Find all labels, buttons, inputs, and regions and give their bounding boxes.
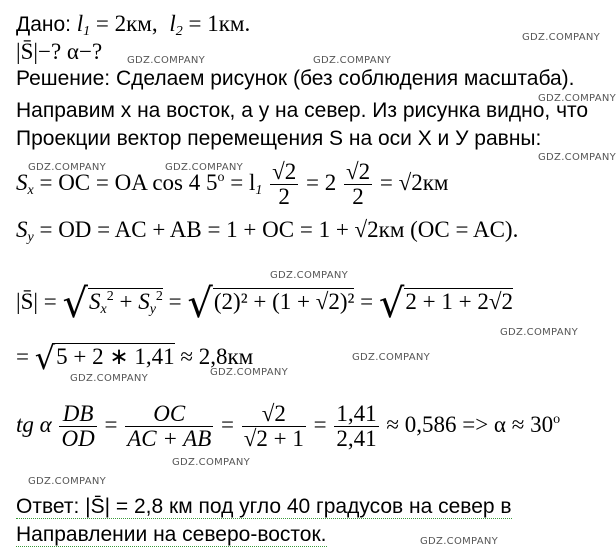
sy-formula: $S_y$ = OD = AC + AB = 1 + OC = 1 + √2км (OC = AC). [16,217,519,245]
watermark: GDZ.COMPANY [420,536,499,547]
watermark: GDZ.COMPANY [28,476,107,487]
watermark: GDZ.COMPANY [28,162,107,173]
answer-line-1: Ответ: |S̄| = 2,8 км под угло 40 градусов на север в [16,495,512,518]
given-label: Дано: [16,13,72,36]
watermark: GDZ.COMPANY [500,327,579,338]
answer-line-2: Направлении на северо-восток. [16,523,327,546]
watermark: GDZ.COMPANY [538,152,616,163]
find-line: |S̄|−? α−? [16,39,103,64]
l2-symbol: l [169,11,176,36]
l1-value: = 2км, [95,11,158,36]
watermark: GDZ.COMPANY [172,457,251,468]
watermark: GDZ.COMPANY [270,270,349,281]
l2-value: = 1км. [188,11,251,36]
modulus-result: = √5 + 2 ∗ 1,41 ≈ 2,8км [16,339,254,377]
watermark: GDZ.COMPANY [70,373,149,384]
watermark: GDZ.COMPANY [165,162,244,173]
given-line: Дано: $l_1 = 2км$, $l_2 = 1км$. [16,11,251,39]
watermark: GDZ.COMPANY [538,93,616,104]
sx-formula: $S_x$ = OC = OA cos 4 $5^o = l_1$ $\frac{√2}{2}$ = 2 $\frac{√2}{2}$ = √2км [16,159,449,210]
watermark: GDZ.COMPANY [522,32,601,43]
watermark: GDZ.COMPANY [127,55,206,66]
fraction-sqrt2-over-2: $\frac{√2}{2}$ [272,159,297,210]
solution-line-3: Проекции вектор перемещения S на оси Х и У равны: [16,127,542,150]
l1-symbol: l [76,11,84,36]
watermark: GDZ.COMPANY [210,367,289,378]
solution-line-1: Решение: Сделаем рисунок (без соблюдения масштаба). [16,67,575,90]
tangent-formula: tg α $\frac{DB}{OD}$ = $\frac{OC}{AC + AB}$ = $\frac{√2}{√2 + 1}$ = $\frac{1,41}{2,41}$ ≈ $0,586 => \alpha \approx 30^o$ [16,401,561,452]
fraction-sqrt2-over-2-b: $\frac{√2}{2}$ [345,159,371,210]
solution-line-2: Направим x на восток, а y на север. Из рисунка видно, что [16,99,589,122]
watermark: GDZ.COMPANY [313,55,392,66]
watermark: GDZ.COMPANY [352,352,431,363]
modulus-formula: |S̄| = $√S_x^2 + S_y^2 = √(2)^2 + (1 + √2)^2 = √2 + 1 + 2√2$ [16,281,513,327]
